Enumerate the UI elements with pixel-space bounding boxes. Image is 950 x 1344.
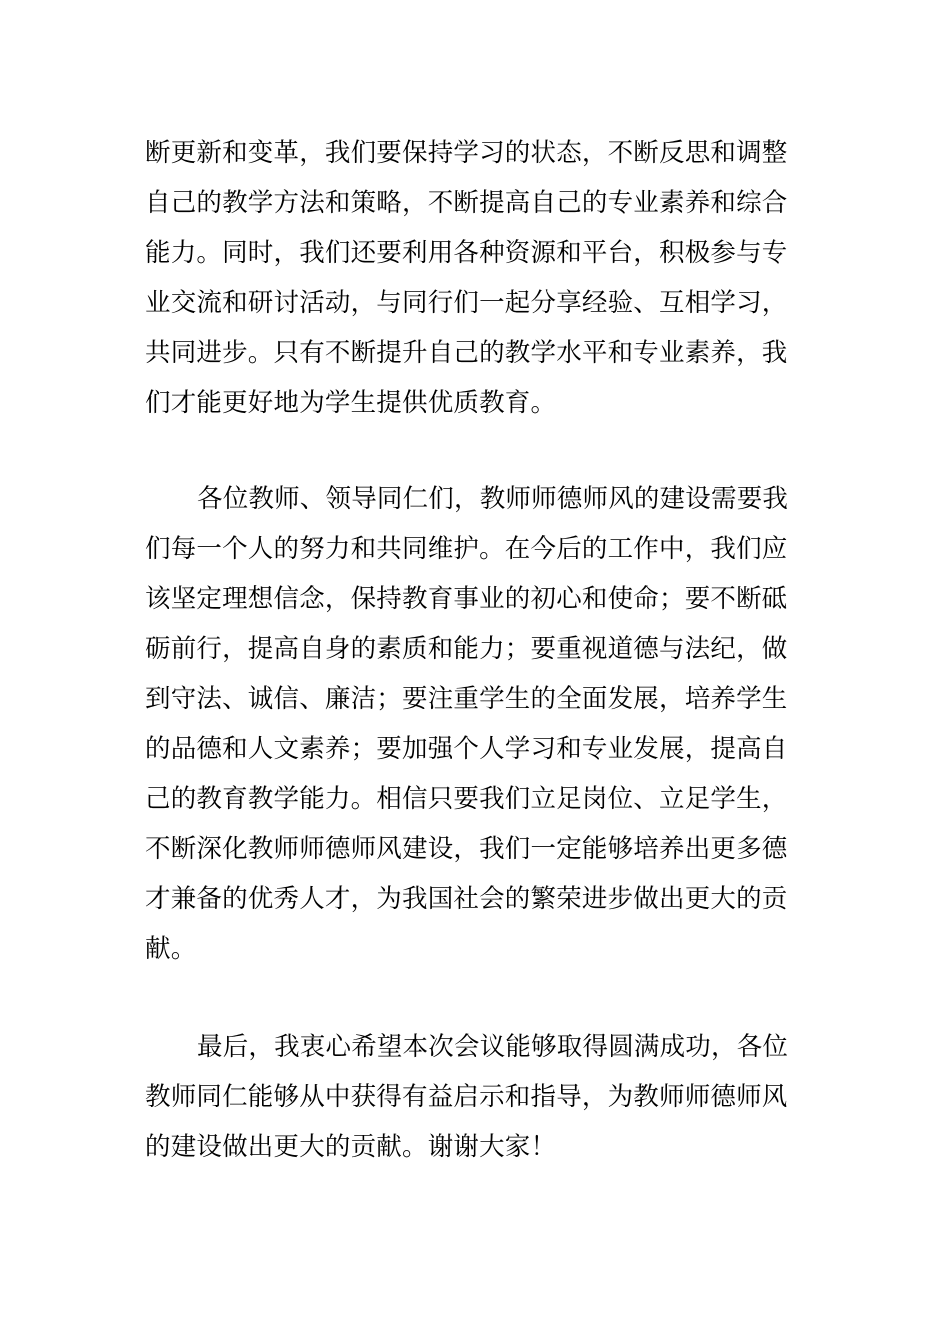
paragraph-line: 的建设做出更大的贡献。谢谢大家！ <box>145 1132 557 1162</box>
paragraph-line: 共同进步。只有不断提升自己的教学水平和专业素养，我 <box>145 338 788 368</box>
paragraph-line: 自己的教学方法和策略，不断提高自己的专业素养和综合 <box>145 188 788 218</box>
paragraph-line: 们才能更好地为学生提供优质教育。 <box>145 388 557 418</box>
paragraph-line: 断更新和变革，我们要保持学习的状态，不断反思和调整 <box>145 138 788 168</box>
paragraph-line: 业交流和研讨活动，与同行们一起分享经验、互相学习， <box>145 288 788 318</box>
paragraph-line: 教师同仁能够从中获得有益启示和指导，为教师师德师风 <box>145 1082 788 1112</box>
paragraph-line: 能力。同时，我们还要利用各种资源和平台，积极参与专 <box>145 238 788 268</box>
paragraph-line: 到守法、诚信、廉洁；要注重学生的全面发展，培养学生 <box>145 684 788 714</box>
paragraph-line: 该坚定理想信念，保持教育事业的初心和使命；要不断砥 <box>145 584 788 614</box>
paragraph-line: 最后，我衷心希望本次会议能够取得圆满成功，各位 <box>197 1032 789 1062</box>
paragraph-line: 的品德和人文素养；要加强个人学习和专业发展，提高自 <box>145 734 788 764</box>
paragraph-line: 己的教育教学能力。相信只要我们立足岗位、立足学生， <box>145 784 788 814</box>
paragraph-line: 砺前行，提高自身的素质和能力；要重视道德与法纪，做 <box>145 634 788 664</box>
paragraph-line: 不断深化教师师德师风建设，我们一定能够培养出更多德 <box>145 834 788 864</box>
paragraph-line: 才兼备的优秀人才，为我国社会的繁荣进步做出更大的贡 <box>145 884 788 914</box>
paragraph-line: 们每一个人的努力和共同维护。在今后的工作中，我们应 <box>145 534 788 564</box>
paragraph-line: 献。 <box>145 934 197 964</box>
paragraph-line: 各位教师、领导同仁们，教师师德师风的建设需要我 <box>197 484 789 514</box>
